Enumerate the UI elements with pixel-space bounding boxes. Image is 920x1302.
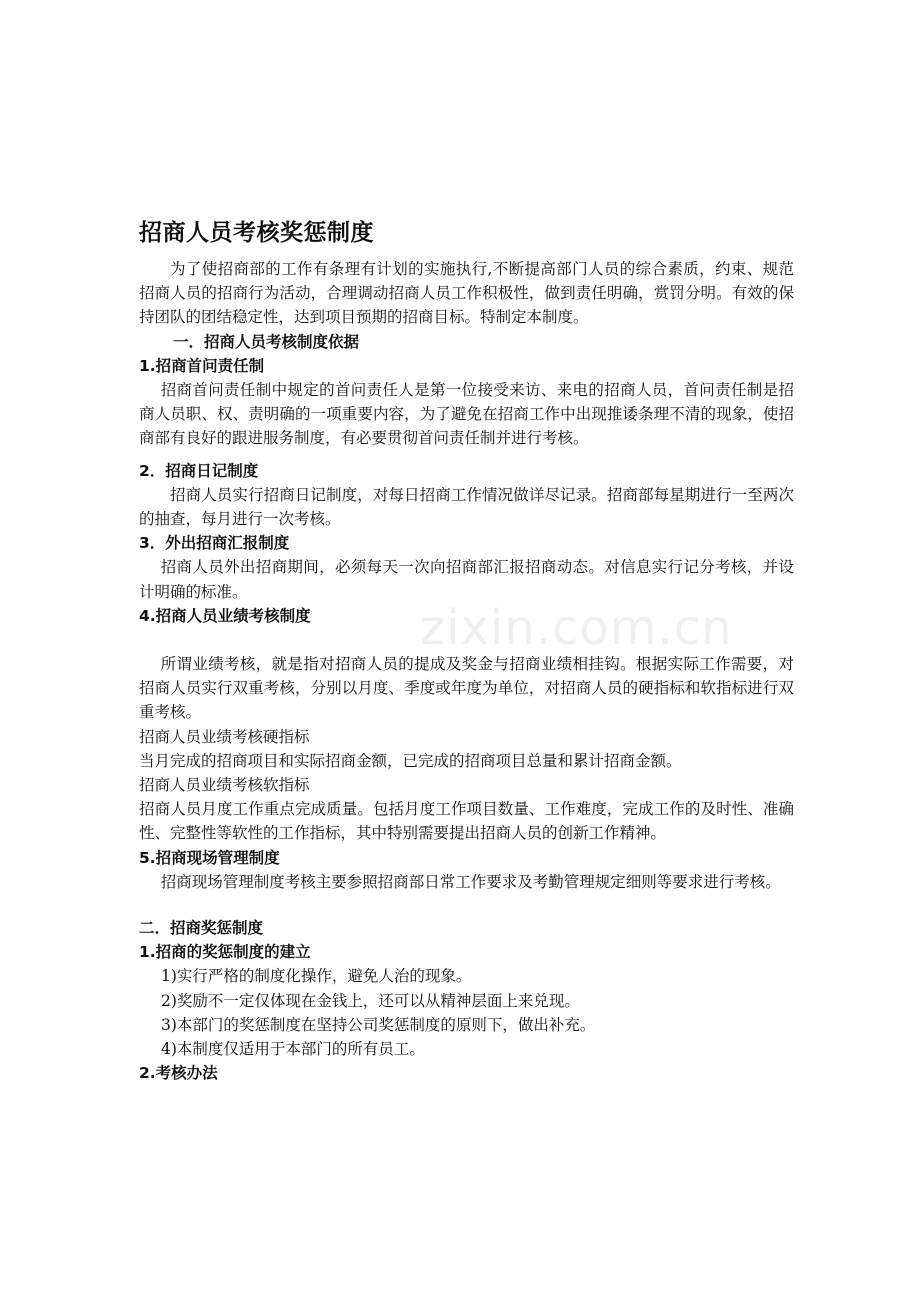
section-report-body: 招商人员外出招商期间，必须每天一次向招商部汇报招商动态。对信息实行记分考核，并设计明确的标准。 xyxy=(139,558,794,601)
section-rewards-heading: 1.招商的奖惩制度的建立 xyxy=(139,943,311,962)
section-assessment-heading: 2.考核办法 xyxy=(139,1064,218,1083)
section-site-heading: 5.招商现场管理制度 xyxy=(139,848,280,867)
hard-indicator-body: 当月完成的招商项目和实际招商金额，已完成的招商项目总量和累计招商金额。 xyxy=(139,751,682,770)
section-diary-heading: 2．招商日记制度 xyxy=(139,461,259,480)
section-first-inquiry-body: 招商首问责任制中规定的首问责任人是第一位接受来访、来电的招商人员，首问责任制是招商人员职、权、责明确的一项重要内容，为了避免在招商工作中出现推诿条理不清的现象，使招商部有良好的跟进服务制度，有必要贯彻首问责任制并进行考核。 xyxy=(139,381,794,448)
list-item: 1)实行严格的制度化操作，避免人治的现象。 xyxy=(161,967,472,986)
hard-indicator-label: 招商人员业绩考核硬指标 xyxy=(139,727,310,746)
list-item: 2)奖励不一定仅体现在金钱上，还可以从精神层面上来兑现。 xyxy=(161,991,580,1010)
watermark: zixin.com.cn xyxy=(420,600,733,656)
section-first-inquiry-heading: 1.招商首问责任制 xyxy=(139,356,265,375)
intro-paragraph: 为了使招商部的工作有条理有计划的实施执行,不断提高部门人员的综合素质，约束、规范招商人员的招商行为活动，合理调动招商人员工作积极性，做到责任明确，赏罚分明。有效的保持团队的团结稳定性，达到项目预期的招商目标。特制定本制度。 xyxy=(139,260,794,327)
section-diary-body: 招商人员实行招商日记制度，对每日招商工作情况做详尽记录。招商部每星期进行一至两次的抽查，每月进行一次考核。 xyxy=(139,485,794,529)
list-item: 3)本部门的奖惩制度在坚持公司奖惩制度的原则下，做出补充。 xyxy=(161,1015,596,1034)
spacer xyxy=(139,894,794,916)
part2-heading: 二．招商奖惩制度 xyxy=(139,919,264,938)
soft-indicator-label: 招商人员业绩考核软指标 xyxy=(139,776,310,795)
section-performance-heading: 4.招商人员业绩考核制度 xyxy=(139,606,311,625)
document-body xyxy=(139,213,794,1086)
section-report-heading: 3．外出招商汇报制度 xyxy=(139,534,290,553)
spacer xyxy=(139,628,794,652)
section-performance-body: 所谓业绩考核，就是指对招商人员的提成及奖金与招商业绩相挂钩。根据实际工作需要，对招商人员实行双重考核，分别以月度、季度或年度为单位，对招商人员的硬指标和软指标进行双重考核。 xyxy=(139,655,794,722)
soft-indicator-body: 招商人员月度工作重点完成质量。包括月度工作项目数量、工作难度，完成工作的及时性、准确性、完整性等软性的工作指标，其中特别需要提出招商人员的创新工作精神。 xyxy=(139,800,794,843)
section-site-body: 招商现场管理制度考核主要参照招商部日常工作要求及考勤管理规定细则等要求进行考核。 xyxy=(160,872,781,891)
rewards-list xyxy=(139,964,794,1061)
spacer xyxy=(139,451,794,459)
list-item: 4)本制度仅适用于本部门的所有员工。 xyxy=(161,1040,425,1059)
document-title: 招商人员考核奖惩制度 xyxy=(139,220,374,246)
part1-heading: 一．招商人员考核制度依据 xyxy=(173,332,360,351)
